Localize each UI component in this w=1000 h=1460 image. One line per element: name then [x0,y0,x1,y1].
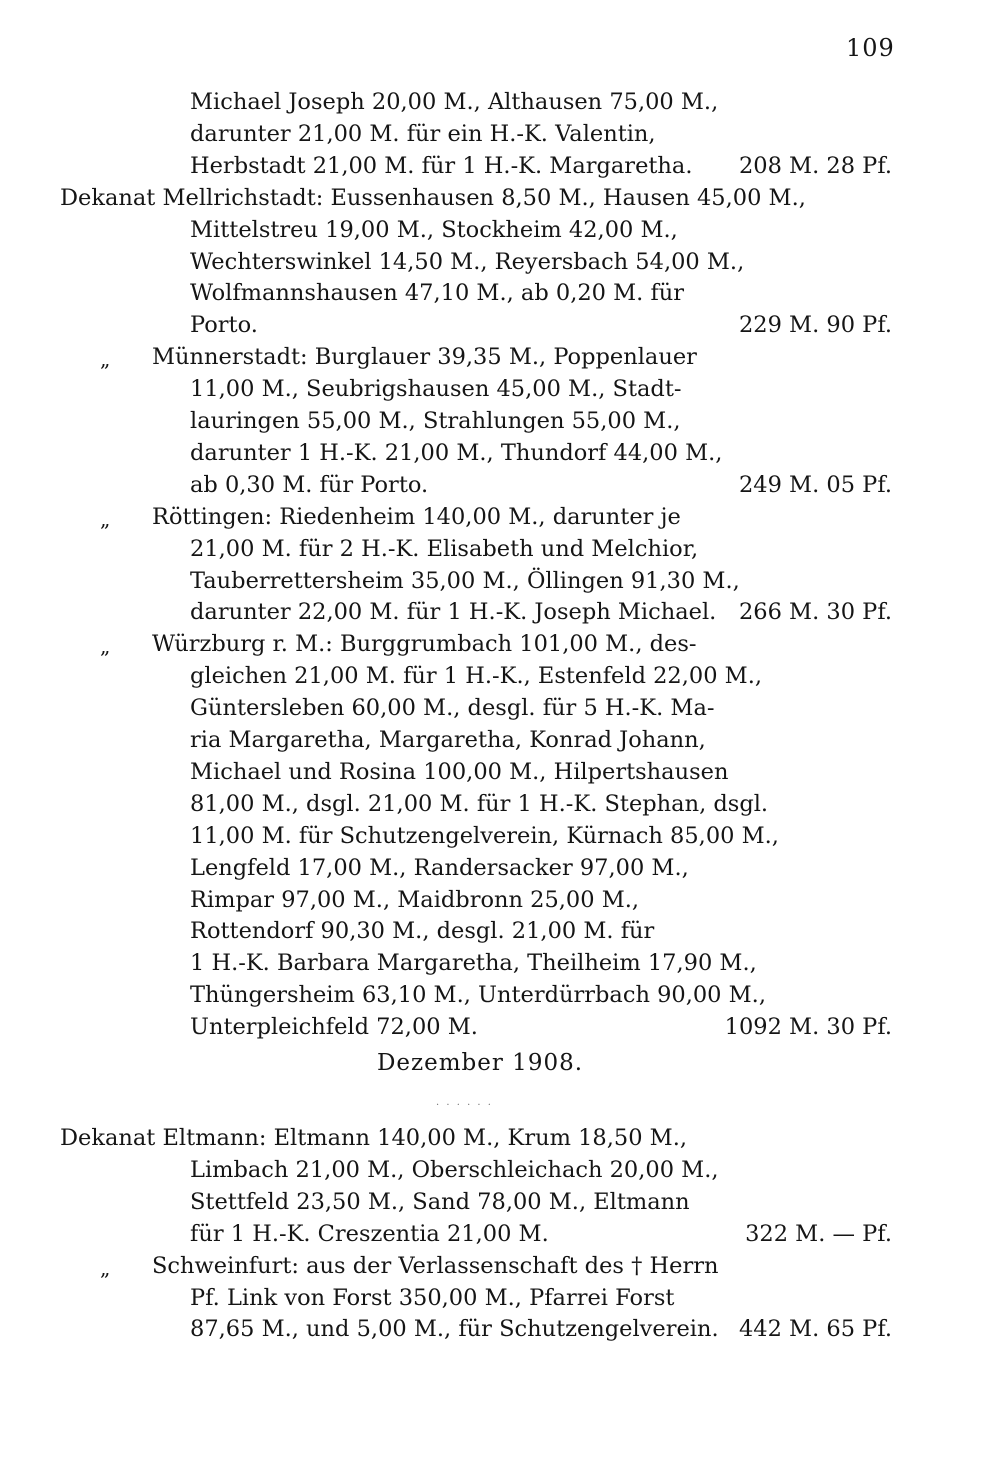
entry-amount: 442 M. 65 Pf. [738,1316,892,1343]
entry-line [0,724,1000,756]
entry-text: 81,00 M., dsgl. 21,00 M. für 1 H.-K. Stephan, dsgl. [190,790,769,817]
entry-text: Güntersleben 60,00 M., desgl. für 5 H.-K. Ma- [190,695,715,722]
entry-amount: 208 M. 28 Pf. [738,152,892,179]
entry-line [0,341,1000,373]
entry-line [0,214,1000,246]
entry-text: Thüngersheim 63,10 M., Unterdürrbach 90,00 M., [190,982,766,1009]
entry-line [0,246,1000,278]
entry-line [0,1154,1000,1186]
entry-line [0,756,1000,788]
entry-text: Rottendorf 90,30 M., desgl. 21,00 M. für [190,918,655,945]
ditto-mark: „ [100,347,111,372]
entry-text: Michael und Rosina 100,00 M., Hilpertshausen [190,758,729,785]
section-heading: Dezember 1908. [376,1050,584,1076]
ditto-mark: „ [100,1255,111,1280]
entry-line [0,86,1000,118]
entry-text: Herbstadt 21,00 M. für 1 H.-K. Margaretha. [190,152,693,179]
entry-line [0,565,1000,597]
entry-line [0,405,1000,437]
entry-amount: 266 M. 30 Pf. [738,599,892,626]
entry-text: Tauberrettersheim 35,00 M., Öllingen 91,30 M., [190,567,740,594]
entry-text: Rimpar 97,00 M., Maidbronn 25,00 M., [190,886,640,913]
entry-text: 87,65 M., und 5,00 M., für Schutzengelverein. [190,1316,719,1343]
page-number: 109 [846,34,895,62]
entry-line [0,1218,1000,1250]
entry-text: Dekanat Mellrichstadt: Eussenhausen 8,50 M., Hausen 45,00 M., [60,184,806,211]
entry-text: ab 0,30 M. für Porto. [190,471,429,498]
entry-text: Wechterswinkel 14,50 M., Reyersbach 54,00 M., [190,248,745,275]
entry-text: Limbach 21,00 M., Oberschleichach 20,00 M., [190,1156,719,1183]
entry-text: 1 H.-K. Barbara Margaretha, Theilheim 17,90 M., [190,950,757,977]
entry-line [0,277,1000,309]
divider-dots: · · · · · · [436,1100,493,1111]
entry-line [0,118,1000,150]
entry-line [0,533,1000,565]
entry-line [0,437,1000,469]
entry-text: Schweinfurt: aus der Verlassenschaft des † Herrn [152,1252,719,1279]
entry-line [0,373,1000,405]
entry-text: Röttingen: Riedenheim 140,00 M., darunter je [152,503,681,530]
entry-text: lauringen 55,00 M., Strahlungen 55,00 M., [190,408,681,434]
entry-text: darunter 1 H.-K. 21,00 M., Thundorf 44,00 M., [190,439,723,466]
entry-text: darunter 22,00 M. für 1 H.-K. Joseph Michael. [190,599,717,626]
entry-line [0,979,1000,1011]
entry-line [0,596,1000,628]
entry-text: Pf. Link von Forst 350,00 M., Pfarrei Forst [190,1284,675,1311]
entry-line [0,1313,1000,1345]
entry-line [0,1250,1000,1282]
entry-line [0,1122,1000,1154]
entry-text: Dekanat Eltmann: Eltmann 140,00 M., Krum 18,50 M., [60,1125,688,1151]
entry-amount: 229 M. 90 Pf. [738,312,892,339]
entry-line [0,947,1000,979]
entry-text: Michael Joseph 20,00 M., Althausen 75,00 M., [190,89,719,115]
entry-line [0,501,1000,533]
entry-text: Münnerstadt: Burglauer 39,35 M., Poppenlauer [152,344,697,371]
entry-line [0,852,1000,884]
entry-text: Wolfmannshausen 47,10 M., ab 0,20 M. für [190,280,685,307]
entry-text: 11,00 M., Seubrigshausen 45,00 M., Stadt- [190,376,682,403]
entry-amount: 322 M. — Pf. [745,1220,892,1247]
entry-text: Würzburg r. M.: Burggrumbach 101,00 M., des- [152,631,697,658]
entry-text: darunter 21,00 M. für ein H.-K. Valentin, [190,120,656,147]
entry-text: Stettfeld 23,50 M., Sand 78,00 M., Eltmann [190,1188,690,1215]
entry-line [0,1282,1000,1314]
ditto-mark: „ [100,634,111,659]
entry-text: ria Margaretha, Margaretha, Konrad Johann, [190,727,706,753]
entry-text: gleichen 21,00 M. für 1 H.-K., Estenfeld 22,00 M., [190,663,763,690]
entry-text: Unterpleichfeld 72,00 M. [190,1014,478,1041]
entry-line [0,309,1000,341]
entry-line [0,1186,1000,1218]
entry-line [0,820,1000,852]
entry-text: 11,00 M. für Schutzengelverein, Kürnach 85,00 M., [190,822,779,849]
entry-line [0,788,1000,820]
entry-line [0,660,1000,692]
entry-amount: 1092 M. 30 Pf. [724,1014,892,1041]
entry-line [0,628,1000,660]
entry-text: für 1 H.-K. Creszentia 21,00 M. [190,1220,549,1247]
entry-line [0,182,1000,214]
entry-amount: 249 M. 05 Pf. [738,471,892,498]
entry-line [0,469,1000,501]
entry-text: Lengfeld 17,00 M., Randersacker 97,00 M., [190,854,689,881]
ditto-mark: „ [100,506,111,531]
entry-line [0,150,1000,182]
entry-line [0,915,1000,947]
entry-line [0,1011,1000,1043]
entry-line [0,884,1000,916]
entry-text: Porto. [190,312,258,339]
entry-line [0,692,1000,724]
entry-text: 21,00 M. für 2 H.-K. Elisabeth und Melchior, [190,535,699,562]
entry-text: Mittelstreu 19,00 M., Stockheim 42,00 M., [190,216,678,243]
